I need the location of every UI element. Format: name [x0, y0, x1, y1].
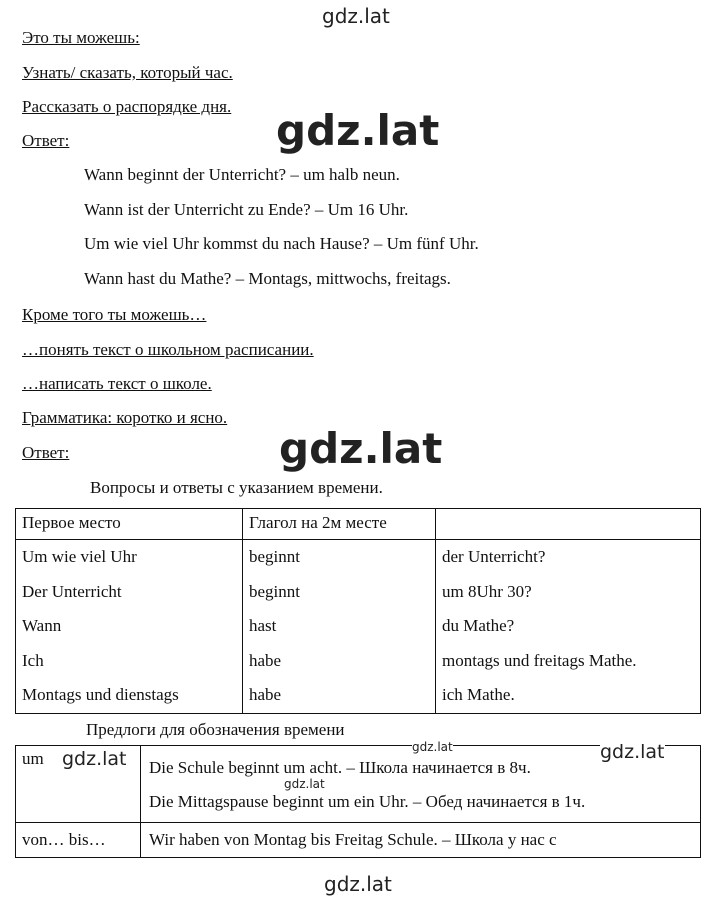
cell-text: hast	[249, 616, 277, 635]
watermark-text: gdz.lat	[412, 740, 453, 754]
header-text	[436, 509, 700, 539]
cell-text: um	[22, 749, 44, 768]
answer-label: Ответ:	[22, 443, 70, 462]
table-cell	[436, 540, 701, 714]
table-row	[16, 823, 701, 858]
header-text: Глагол на 2м месте	[249, 513, 387, 532]
cell-text: montags und freitags Mathe.	[442, 650, 637, 670]
answer-label: Ответ:	[22, 131, 70, 150]
cell-text: von… bis…	[22, 830, 106, 849]
cell-text: beginnt	[249, 581, 300, 601]
cell-text: ich Mathe.	[442, 685, 515, 704]
watermark-text: gdz.lat	[284, 777, 325, 791]
header-text: Первое место	[22, 513, 121, 532]
table-header-row	[16, 509, 701, 540]
watermark-text: gdz.lat	[279, 424, 443, 473]
table-cell	[16, 823, 141, 858]
cell-text: Wir haben von Montag bis Freitag Schule. – Школа у нас с	[149, 830, 557, 849]
table-caption: Предлоги для обозначения времени	[86, 720, 345, 739]
table-header-cell	[243, 509, 436, 540]
watermark-text: gdz.lat	[322, 4, 390, 28]
cell-text: der Unterricht?	[442, 547, 546, 566]
answer-line: Wann beginnt der Unterricht? – um halb neun.	[84, 165, 400, 184]
cell-text: um 8Uhr 30?	[442, 581, 532, 601]
cell-text: Montags und dienstags	[22, 685, 179, 704]
answer-line: Wann hast du Mathe? – Montags, mittwochs, freitags.	[84, 269, 451, 288]
section-item: …понять текст о школьном расписании.	[22, 340, 314, 359]
watermark-text: gdz.lat	[600, 741, 665, 763]
watermark-text: gdz.lat	[62, 748, 127, 770]
table-cell	[243, 540, 436, 714]
cell-text: habe	[249, 650, 282, 670]
cell-text: Die Schule beginnt um acht. – Школа начинается в 8ч.	[149, 758, 531, 777]
table-cell	[16, 540, 243, 714]
table-header-cell	[436, 509, 701, 540]
section-item: Грамматика: коротко и ясно.	[22, 408, 228, 427]
section-item: Узнать/ сказать, который час.	[22, 63, 233, 82]
table-row	[16, 540, 701, 714]
section-heading: Кроме того ты можешь…	[22, 305, 207, 324]
watermark-text: gdz.lat	[324, 872, 392, 896]
table-subtitle: Вопросы и ответы с указанием времени.	[90, 478, 383, 497]
answer-line: Wann ist der Unterricht zu Ende? – Um 16 Uhr.	[84, 200, 409, 219]
cell-text: Wann	[22, 616, 62, 635]
cell-text: Die Mittagspause beginnt um ein Uhr. – Обед начинается в 1ч.	[149, 792, 586, 811]
word-order-table	[15, 508, 701, 714]
cell-text: Ich	[22, 650, 44, 670]
cell-text: du Mathe?	[442, 616, 515, 635]
cell-text: beginnt	[249, 547, 300, 566]
cell-text: habe	[249, 685, 282, 704]
watermark-text: gdz.lat	[276, 106, 440, 155]
section-item: Рассказать о распорядке дня.	[22, 97, 232, 116]
answer-line: Um wie viel Uhr kommst du nach Hause? – Um fünf Uhr.	[84, 234, 479, 253]
section-heading: Это ты можешь:	[22, 28, 140, 47]
cell-text: Der Unterricht	[22, 581, 122, 601]
table-header-cell	[16, 509, 243, 540]
cell-text: Um wie viel Uhr	[22, 547, 137, 566]
table-cell	[141, 823, 701, 858]
section-item: …написать текст о школе.	[22, 374, 212, 393]
